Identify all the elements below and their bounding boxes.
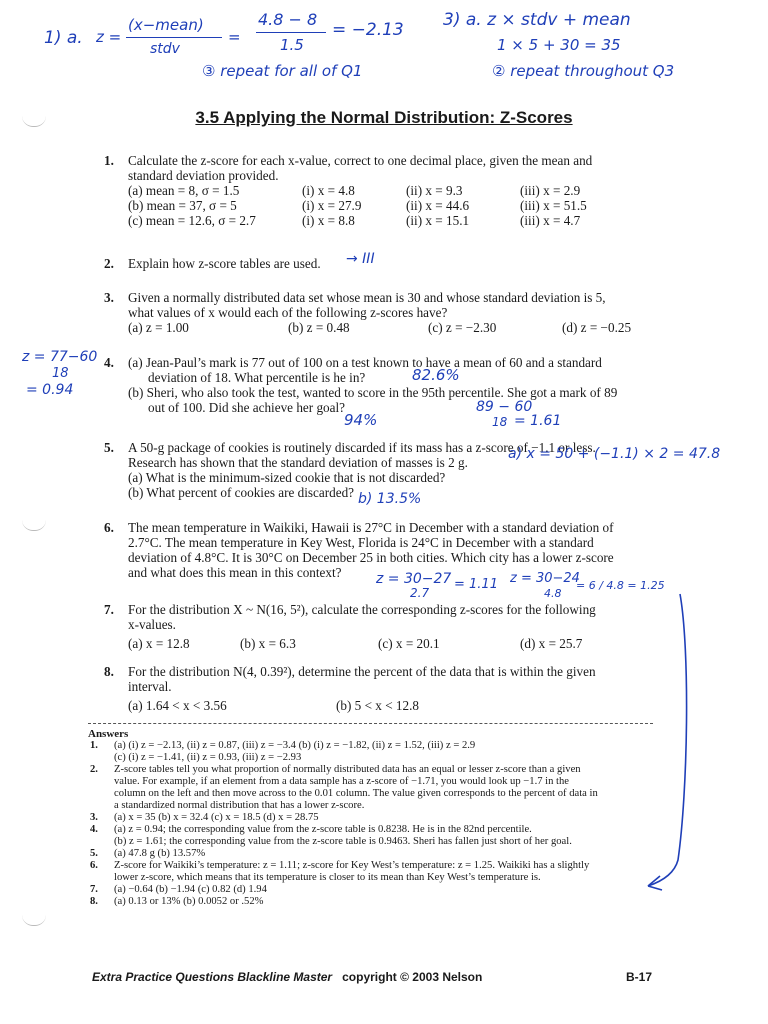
question-text: (a) What is the minimum-sized cookie that is not discarded?: [128, 470, 446, 485]
hw-fraction-bar: [126, 37, 222, 38]
question-7: [104, 602, 664, 651]
q7-part-c: (c) x = 20.1: [378, 636, 440, 651]
question-text: For the distribution N(4, 0.39²), determine the percent of the data that is within the given: [128, 664, 596, 679]
question-number: 7.: [104, 602, 114, 617]
answer-item: [88, 824, 658, 848]
q3-part-c: (c) z = −2.30: [428, 320, 497, 335]
question-text: (a) Jean-Paul’s mark is 77 out of 100 on a test known to have a mean of 60 and a standard: [128, 355, 602, 370]
hw-formula-numerator: (x−mean): [128, 16, 204, 34]
answer-item: [88, 860, 658, 884]
q3-parts: [128, 320, 664, 335]
hw-q4-calc-2: 18: [52, 366, 69, 381]
question-number: 4.: [104, 355, 114, 370]
q1-part-i: (i) x = 4.8: [302, 183, 355, 198]
question-3: [104, 290, 664, 335]
question-text: 2.7°C. The mean temperature in Key West, Florida is 24°C in December with a standard: [128, 535, 594, 550]
answer-number: 1.: [90, 740, 98, 751]
question-number: 1.: [104, 153, 114, 168]
question-text: The mean temperature in Waikiki, Hawaii is 27°C in December with a standard deviation of: [128, 520, 614, 535]
question-text: deviation of 18. What percentile is he in?: [148, 370, 366, 385]
hw-q6-waikiki-calc: z = 30−27: [376, 571, 452, 587]
question-text: standard deviation provided.: [128, 168, 279, 183]
question-text: Research has shown that the standard deviation of masses is 2 g.: [128, 455, 468, 470]
hw-q5b-answer: b) 13.5%: [358, 491, 422, 507]
q1-part-i: (i) x = 27.9: [302, 198, 362, 213]
question-text: Given a normally distributed data set whose mean is 30 and whose standard deviation is 5,: [128, 290, 606, 305]
answer-text: (a) −0.64 (b) −1.94 (c) 0.82 (d) 1.94: [114, 884, 267, 895]
answer-item: [88, 896, 658, 908]
hw-repeat-note-q3: ② repeat throughout Q3: [492, 62, 675, 80]
question-text: what values of x would each of the following z-scores have?: [128, 305, 448, 320]
hw-q4-calc-1: z = 77−60: [22, 349, 98, 365]
answer-text: (a) 0.13 or 13% (b) 0.0052 or .52%: [114, 896, 264, 907]
page-title: 3.5 Applying the Normal Distribution: Z-Scores: [195, 108, 573, 127]
q1-row-c: [128, 213, 664, 228]
answer-number: 4.: [90, 824, 98, 835]
question-number: 5.: [104, 440, 114, 455]
question-number: 2.: [104, 256, 114, 271]
answer-item: [88, 812, 658, 824]
hw-q4b-calc-2: 18: [492, 415, 508, 429]
hw-q4a-answer: 82.6%: [412, 366, 460, 384]
q1-part-ii: (ii) x = 9.3: [406, 183, 463, 198]
hw-q4b-answer: 94%: [344, 411, 378, 429]
question-1: [104, 153, 664, 228]
hw-formula-denominator: stdv: [150, 41, 180, 57]
answer-item: [88, 884, 658, 896]
q3-part-b: (b) z = 0.48: [288, 320, 350, 335]
answer-number: 2.: [90, 764, 98, 775]
q1-row-a: [128, 183, 664, 198]
q8-part-b: (b) 5 < x < 12.8: [336, 698, 420, 713]
q1-part-ii: (ii) x = 15.1: [406, 213, 470, 228]
answer-text: lower z-score, which means that its temperature is closer to its mean than Key West’s temperature is.: [114, 872, 541, 883]
q7-part-d: (d) x = 25.7: [520, 636, 583, 651]
question-text: For the distribution X ~ N(16, 5²), calculate the corresponding z-scores for the following: [128, 602, 596, 617]
answer-item: [88, 740, 658, 764]
question-text: x-values.: [128, 617, 176, 632]
answer-text: Z-score for Waikiki’s temperature: z = 1.11; z-score for Key West’s temperature: z = 1.25. Waikiki has a slightly: [114, 860, 590, 871]
answer-number: 7.: [90, 884, 98, 895]
question-2: [104, 256, 664, 271]
q1-row-b: [128, 198, 664, 213]
answer-text: (a) x = 35 (b) x = 32.4 (c) x = 18.5 (d) x = 28.75: [114, 812, 319, 823]
question-number: 6.: [104, 520, 114, 535]
question-8: [104, 664, 664, 713]
footer-page-number: B-17: [625, 970, 652, 984]
hw-q3a-calc: 1 × 5 + 30 = 35: [497, 36, 621, 54]
question-4: [104, 355, 664, 415]
q8-parts: [128, 698, 664, 713]
answers-heading: Answers: [88, 728, 129, 740]
answer-text: (c) (i) z = −1.41, (ii) z = 0.93, (iii) z = −2.93: [114, 752, 302, 763]
hw-equals: =: [228, 28, 241, 46]
answer-number: 5.: [90, 848, 98, 859]
answer-text: (b) z = 1.61; the corresponding value from the z-score table is 0.9463. Sheri has fallen just short of her goal.: [114, 836, 572, 847]
answers-section: [88, 728, 658, 908]
answer-text: column on the left and then move across to the 0.01 column. The value given corresponds to the percent of data in: [114, 788, 598, 799]
hw-q6-keywest-calc: z = 30−24: [510, 571, 580, 586]
q1-part-iii: (iii) x = 4.7: [520, 213, 581, 228]
q1-part-i: (i) x = 8.8: [302, 213, 355, 228]
answer-text: (a) 47.8 g (b) 13.57%: [114, 848, 206, 859]
q7-part-b: (b) x = 6.3: [240, 636, 296, 651]
question-text: and what does this mean in this context?: [128, 565, 342, 580]
answer-item: [88, 764, 658, 812]
answer-text: (a) z = 0.94; the corresponding value from the z-score table is 0.8238. He is in the 82nd percentile.: [114, 824, 532, 835]
question-text: deviation of 4.8°C. It is 30°C on December 25 in both cities. Which city has a lower z-score: [128, 550, 614, 565]
question-text: (b) Sheri, who also took the test, wanted to score in the 95th percentile. She got a mark of 89: [128, 385, 618, 400]
q1-part-iii: (iii) x = 51.5: [520, 198, 587, 213]
q1-part-iii: (iii) x = 2.9: [520, 183, 581, 198]
hw-q1a-label: 1) a.: [44, 28, 83, 48]
hw-q4b-calc-3: = 1.61: [514, 413, 562, 429]
question-text: out of 100. Did she achieve her goal?: [148, 400, 346, 415]
q3-part-a: (a) z = 1.00: [128, 320, 189, 335]
question-number: 8.: [104, 664, 114, 679]
q7-parts: [128, 636, 664, 651]
answer-text: Z-score tables tell you what proportion of normally distributed data has an equal or lesser z-score than a given: [114, 764, 581, 775]
q1-part-ii: (ii) x = 44.6: [406, 198, 470, 213]
hw-repeat-note-q1: ③ repeat for all of Q1: [202, 62, 363, 80]
hw-calc-denominator: 1.5: [280, 36, 304, 54]
answer-text: value. For example, if an element from a data sample has a z-score of −1.71, you would look up −1.7 in the: [114, 776, 569, 787]
hw-calc-result: = −2.13: [332, 20, 404, 40]
q1-row-label: (c) mean = 12.6, σ = 2.7: [128, 213, 256, 228]
hw-q4b-calc-1: 89 − 60: [476, 399, 533, 415]
page-footer: [92, 970, 652, 984]
question-text: Calculate the z-score for each x-value, correct to one decimal place, given the mean and: [128, 153, 593, 168]
question-text: Explain how z-score tables are used.: [128, 256, 321, 271]
hw-calc-bar: [256, 32, 326, 33]
hw-q4-calc-3: = 0.94: [26, 382, 74, 398]
hw-q5a-answer: a) x = 50 + (−1.1) × 2 = 47.8: [508, 446, 721, 462]
question-text: (b) What percent of cookies are discarded?: [128, 485, 355, 500]
q8-part-a: (a) 1.64 < x < 3.56: [128, 698, 227, 713]
q1-row-label: (b) mean = 37, σ = 5: [128, 198, 237, 213]
q7-part-a: (a) x = 12.8: [128, 636, 190, 651]
q1-row-label: (a) mean = 8, σ = 1.5: [128, 183, 240, 198]
answer-number: 3.: [90, 812, 98, 823]
answers-divider: [88, 723, 653, 724]
footer-copyright: copyright © 2003 Nelson: [342, 970, 483, 984]
footer-source: Extra Practice Questions Blackline Master: [92, 970, 333, 984]
answer-number: 6.: [90, 860, 98, 871]
q3-part-d: (d) z = −0.25: [562, 320, 632, 335]
margin-mark: [22, 520, 46, 531]
hw-q6-waikiki-result: = 1.11: [454, 577, 498, 592]
answer-item: [88, 848, 658, 860]
answer-number: 8.: [90, 896, 98, 907]
hw-q2-note: → III: [346, 251, 375, 267]
answer-text: (a) (i) z = −2.13, (ii) z = 0.87, (iii) z = −3.4 (b) (i) z = −1.82, (ii) z = 1.52, (iii) z = 2.9: [114, 740, 476, 751]
hw-z-equals: z =: [96, 28, 122, 46]
hw-q6-keywest-result: = 6 / 4.8 = 1.25: [576, 579, 665, 592]
hw-q3a-formula: 3) a. z × stdv + mean: [443, 10, 631, 30]
answer-text: a standardized normal distribution that has a lower z-score.: [114, 800, 365, 811]
question-text: interval.: [128, 679, 172, 694]
question-number: 3.: [104, 290, 114, 305]
hw-calc-numerator: 4.8 − 8: [258, 10, 318, 29]
margin-mark: [22, 915, 46, 926]
hw-q6-keywest-den: 4.8: [544, 587, 562, 600]
question-text: A 50-g package of cookies is routinely discarded if its mass has a z-score of −1.1 or less.: [128, 440, 596, 455]
hw-q6-waikiki-den: 2.7: [410, 586, 430, 600]
